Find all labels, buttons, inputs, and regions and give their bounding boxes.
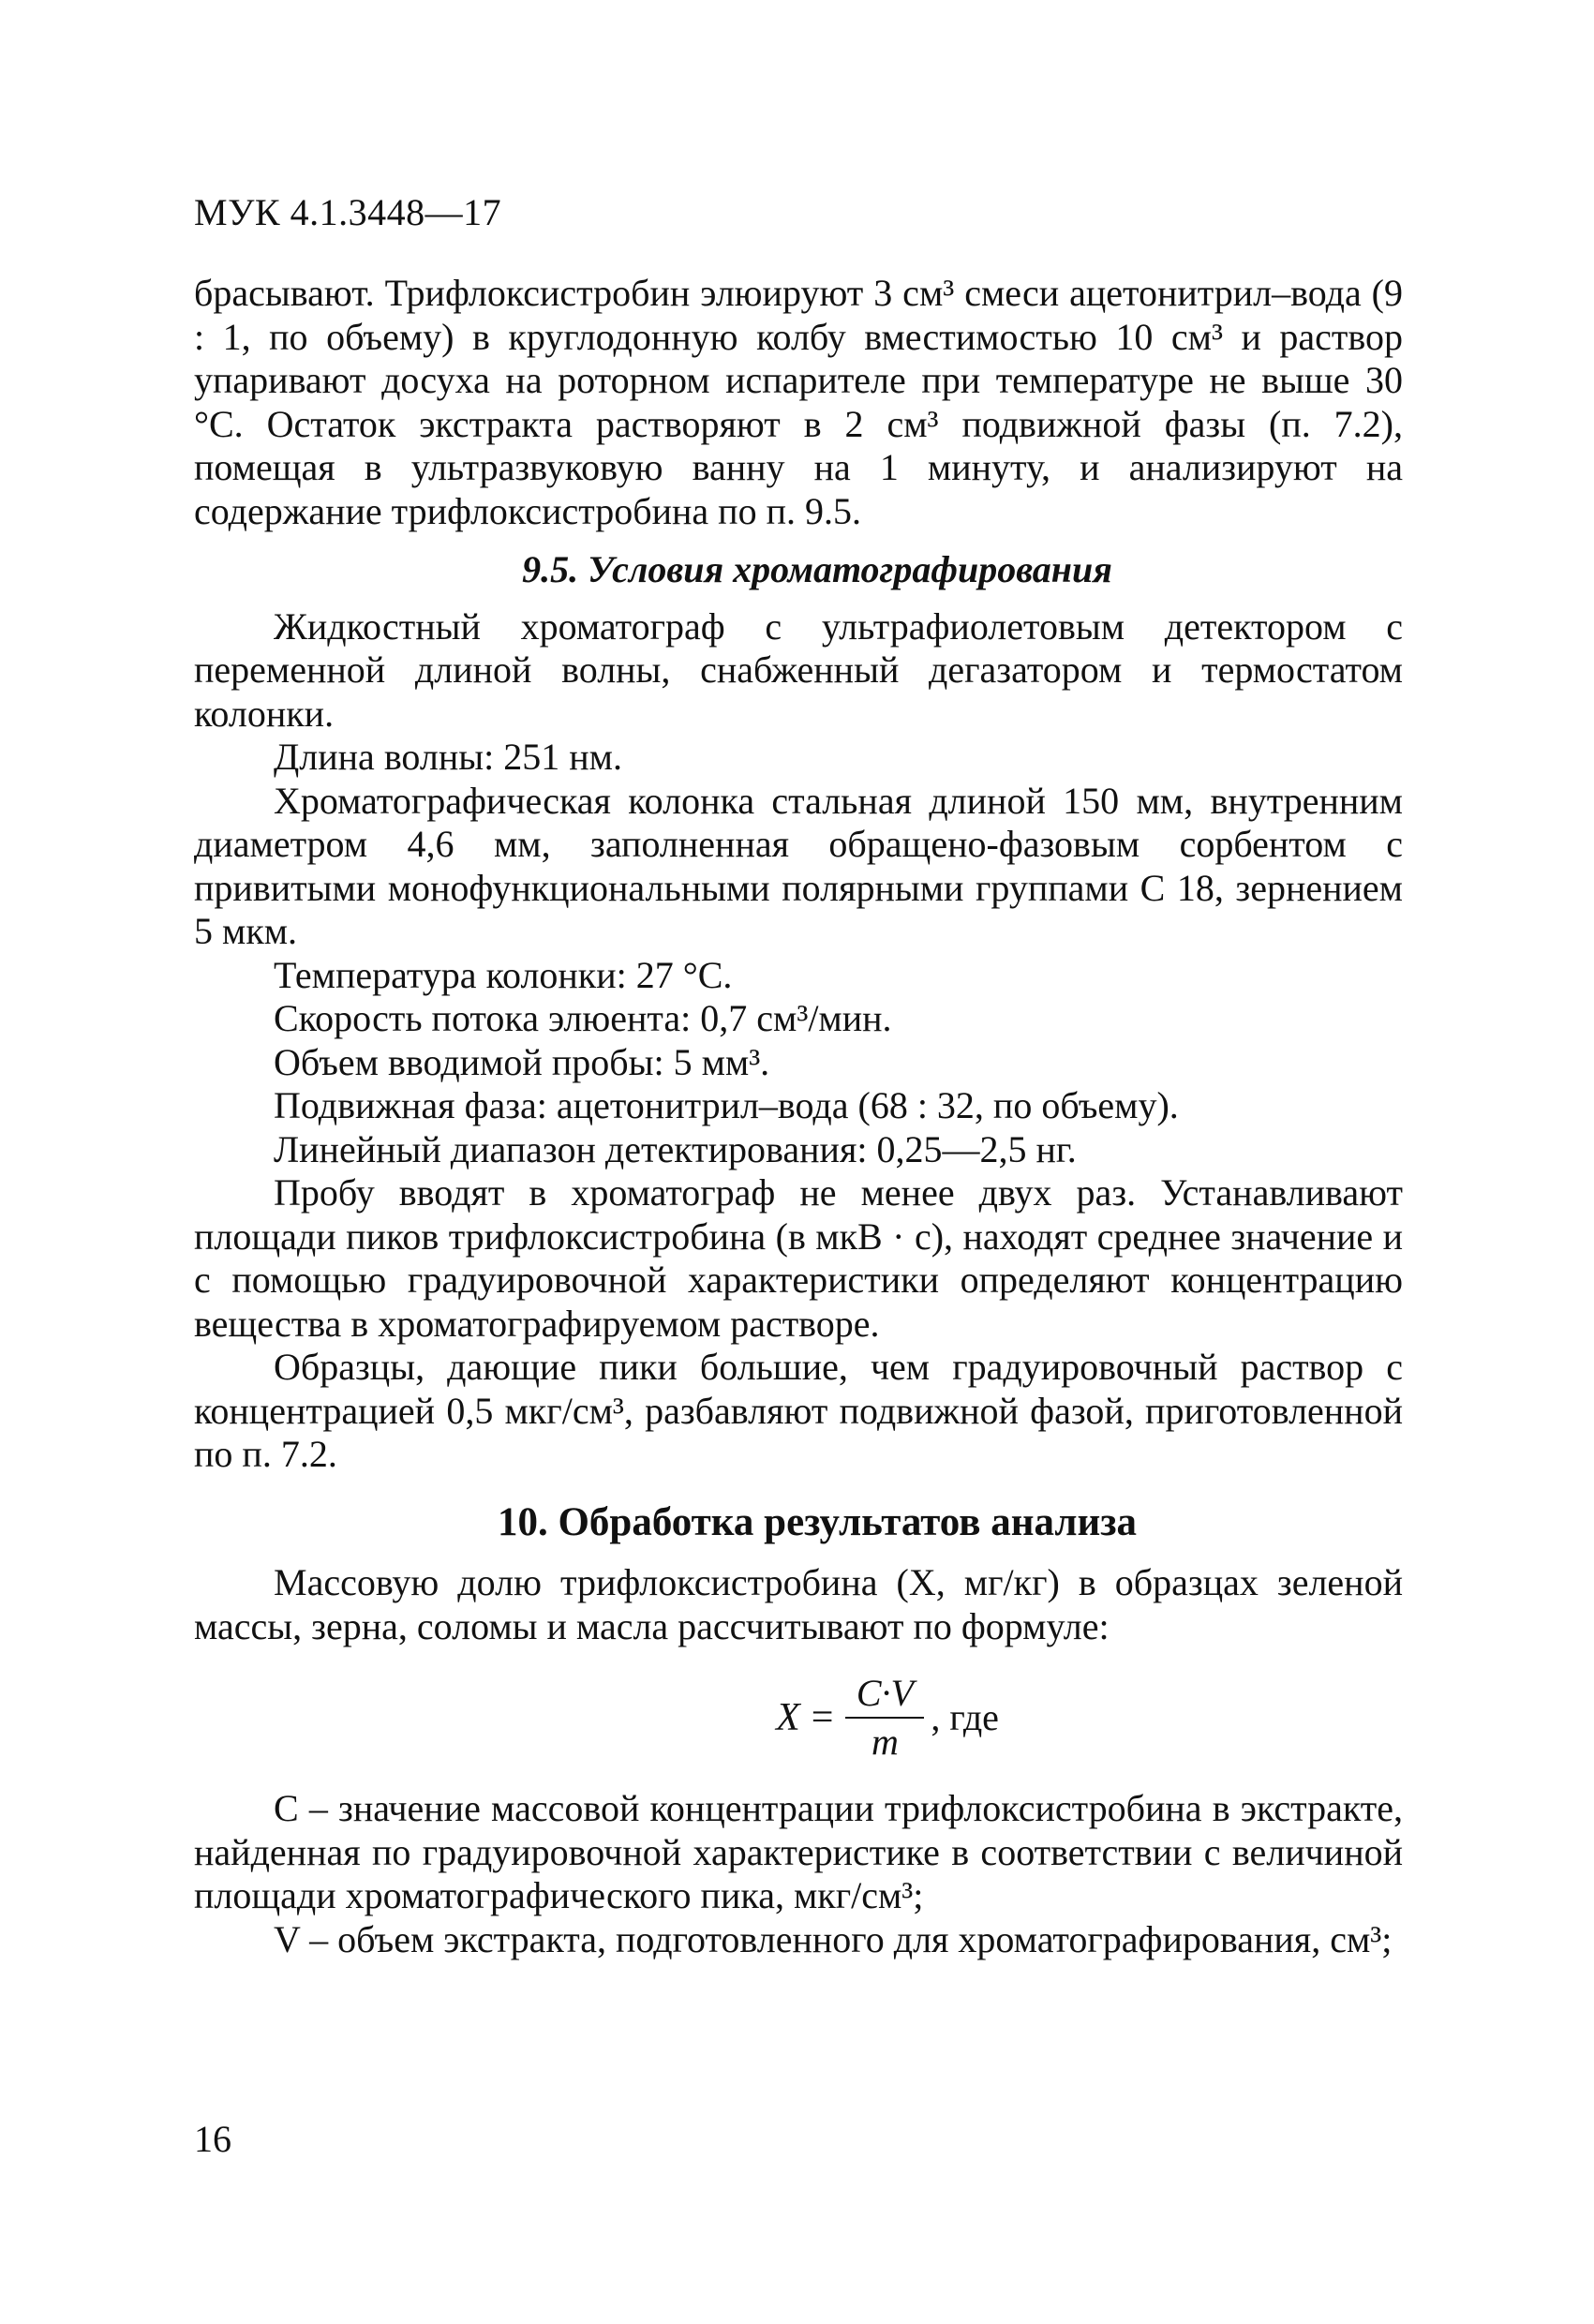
page-body: [194, 272, 1403, 1961]
definition-v: V – объем экстракта, подготовленного для хроматографирования, см³;: [274, 1917, 1393, 1960]
formula-equals: =: [811, 1695, 834, 1739]
page-number: 16: [194, 2118, 231, 2160]
paragraph-chromatograph: Жидкостный хроматограф с ультрафиолетовым детектором с переменной длиной волны, снабженный дегазатором и термостатом колонки.: [194, 604, 1403, 735]
formula-tail: , где: [931, 1695, 999, 1738]
formula: [194, 1661, 1403, 1774]
paragraph-wavelength: Длина волны: 251 нм.: [274, 736, 622, 778]
formula-denominator: m: [871, 1721, 899, 1763]
definition-c: C – значение массовой концентрации трифлоксистробина в экстракте, найденная по градуировочной характеристике в соответствии с величиной площади хроматографического пика, мкг/см³;: [194, 1787, 1403, 1916]
paragraph-continuation: брасывают. Трифлоксистробин элюируют 3 см³ смеси ацетонитрил–вода (9 : 1, по объему) в круглодонную колбу вместимостью 10 см³ и раствор упаривают досуха на роторном испарителе при температуре не выше 30 °С. Остаток экстракта растворяют в 2 см³ подвижной фазы (п. 7.2), помещая в ультразвуковую ванну на 1 минуту, и анализируют на содержание трифлоксистробина по п. 9.5.: [194, 272, 1403, 532]
fraction-bar: [845, 1717, 924, 1719]
paragraph-mass-fraction: Массовую долю трифлоксистробина (X, мг/кг) в образцах зеленой массы, зерна, соломы и масла рассчитывают по формуле:: [194, 1561, 1403, 1647]
paragraph-linear-range: Линейный диапазон детектирования: 0,25—2,5 нг.: [274, 1127, 1077, 1170]
paragraph-injection-volume: Объем вводимой пробы: 5 мм³.: [274, 1040, 770, 1083]
paragraph-mobile-phase: Подвижная фаза: ацетонитрил–вода (68 : 32, по объему).: [274, 1084, 1179, 1126]
paragraph-sample-dilution: Образцы, дающие пики большие, чем градуировочный раствор с концентрацией 0,5 мкг/см³, разбавляют подвижной фазой, приготовленной по п. 7.2.: [194, 1346, 1403, 1475]
formula-lhs: X: [776, 1695, 800, 1739]
paragraph-column-temperature: Температура колонки: 27 °С.: [274, 953, 733, 996]
paragraph-injection-procedure: Пробу вводят в хроматограф не менее двух раз. Устанавливают площади пиков трифлоксистробина (в мкВ · с), находят среднее значение и с помощью градуировочной характеристики определяют концентрацию вещества в хроматографируемом растворе.: [194, 1171, 1403, 1345]
section-title: 10. Обработка результатов анализа: [497, 1499, 1138, 1544]
subsection-title: 9.5. Условия хроматографирования: [522, 548, 1112, 590]
paragraph-column: Хроматографическая колонка стальная длиной 150 мм, внутренним диаметром 4,6 мм, заполненная обращено-фазовым сорбентом с привитыми монофункциональными полярными группами С 18, зернением 5 мкм.: [194, 779, 1403, 952]
formula-fraction: [842, 1673, 927, 1763]
formula-numerator: C·V: [856, 1672, 914, 1714]
paragraph-flow-rate: Скорость потока элюента: 0,7 см³/мин.: [274, 997, 892, 1039]
document-code-header: МУК 4.1.3448—17: [194, 191, 502, 233]
